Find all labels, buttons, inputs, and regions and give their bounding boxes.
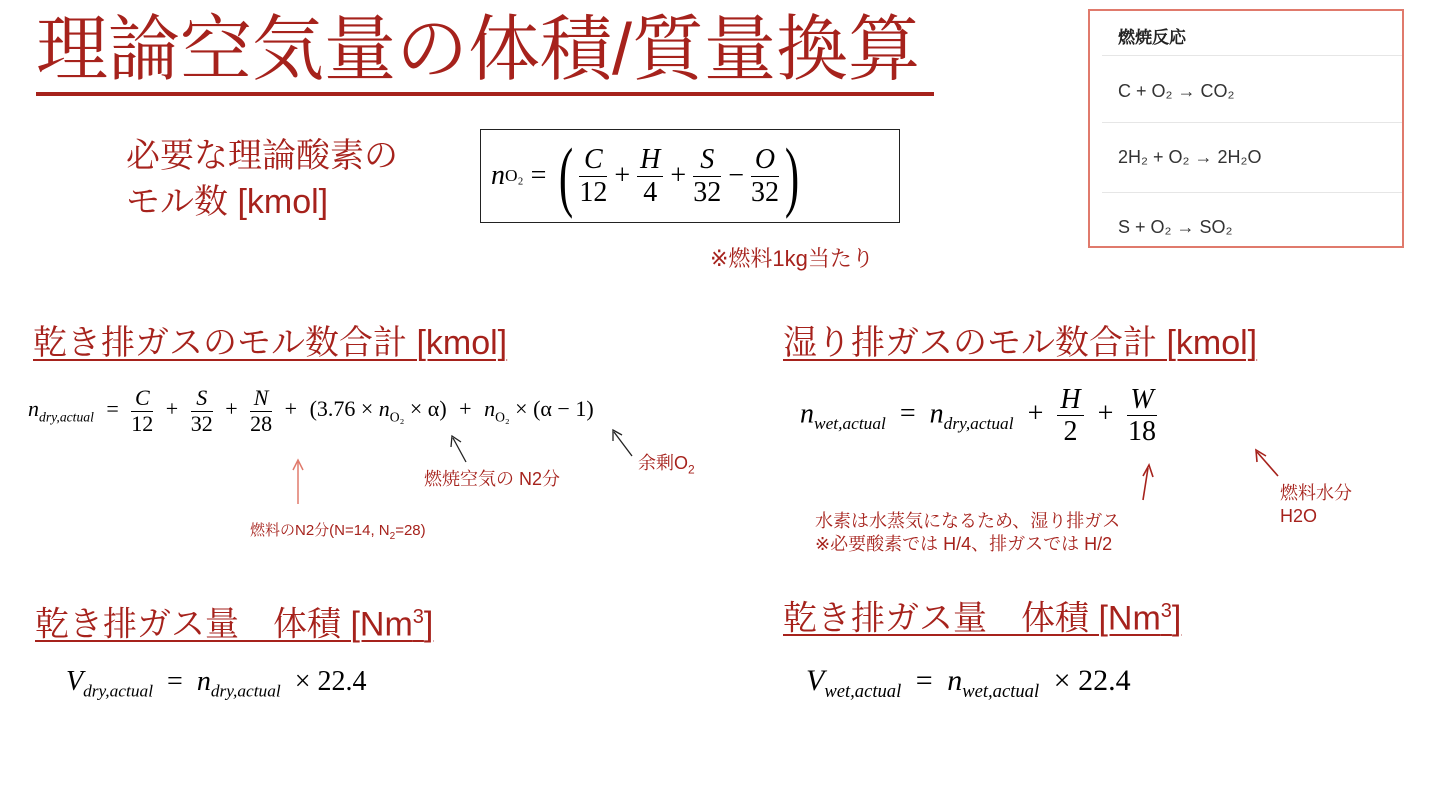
water-annotation: 燃料水分 H2O	[1280, 483, 1352, 527]
fraction-s: $\frac{S}{32}$	[693, 144, 722, 208]
formula-lhs-sub: O₂	[505, 166, 524, 185]
air-n2-term: $(3.76 \times n_{O_2} \times \alpha)$	[309, 396, 447, 425]
left-paren: (	[559, 132, 574, 219]
reaction-carbon: C + O₂ → CO₂	[1118, 81, 1235, 101]
plus-sign: +	[614, 160, 631, 191]
dry-gas-moles-formula: $n_{dry,actual}$ = $\frac{C}{12}$ + $\frac{S}{32}$ + $\frac{N}{28}$ + $(3.76 \times n_{O_2} \times \alpha) + n_{O_2} \times (\alpha - 1)$	[28, 385, 594, 436]
fraction-w: $\frac{W}{18}$	[1128, 384, 1157, 448]
wet-gas-moles-heading: 湿り排ガスのモル数合計 [kmol]	[783, 324, 1258, 362]
dry-gas-volume-formula: $V_{dry,actual} = n_{dry,actual} \times 22.4$	[66, 666, 367, 701]
reaction-sulfur: S + O₂ → SO₂	[1118, 217, 1233, 237]
formula-lhs-var: n	[491, 160, 505, 191]
dry-gas-volume-heading: 乾き排ガス量 体積 [Nm$^3$]	[35, 605, 434, 644]
dry-gas-moles-heading: 乾き排ガスのモル数合計 [kmol]	[33, 324, 508, 362]
excess-o2-arrow	[614, 432, 632, 456]
fuel-n2-annotation: 燃料のN2分(N=14, $N_2=28$)	[250, 522, 426, 542]
fraction-c: $\frac{C}{12}$	[131, 385, 154, 436]
wet-gas-volume-formula: $V_{wet,actual} = n_{wet,actual} \times 22.4$	[806, 664, 1131, 702]
excess-o2-annotation: 余剰$O_2$	[638, 453, 695, 477]
fraction-h: $\frac{H}{4}$	[637, 144, 663, 208]
fraction-s: $\frac{S}{32}$	[190, 385, 213, 436]
wet-gas-volume-heading: 乾き排ガス量 体積 [Nm$^3$]	[783, 599, 1182, 638]
fraction-c: $\frac{C}{12}$	[579, 144, 608, 208]
wet-gas-moles-formula: $n_{wet,actual} = n_{dry,actual}$ + $\frac{H}{2}$ + $\frac{W}{18}$	[800, 384, 1157, 448]
reaction-panel-header: 燃焼反応	[1118, 28, 1186, 47]
minus-sign: −	[728, 160, 744, 191]
water-arrow	[1257, 452, 1278, 476]
reaction-hydrogen: 2H₂ + O₂ → 2H₂O	[1118, 147, 1262, 167]
fraction-n: $\frac{N}{28}$	[250, 385, 273, 436]
right-paren: )	[784, 132, 800, 219]
required-oxygen-label-line1: 必要な理論酸素の	[126, 137, 398, 175]
required-oxygen-label-line2: モル数 [kmol]	[126, 182, 329, 221]
equals-sign: =	[530, 160, 547, 191]
fraction-o: $\frac{O}{32}$	[751, 144, 779, 208]
hydrogen-annotation: 水素は水蒸気になるため、湿り排ガス ※必要酸素では H/4、排ガスでは H/2	[815, 511, 1121, 555]
plus-sign: +	[670, 160, 687, 191]
air-n2-annotation: 燃焼空気の N2分	[424, 469, 561, 489]
page-title: 理論空気量の体積/質量換算	[36, 10, 921, 90]
per-kg-note: ※燃料1kg当たり	[710, 246, 874, 271]
fraction-h: $\frac{H}{2}$	[1057, 384, 1083, 448]
excess-o2-term: $n_{O_2} \times (\alpha - 1)$	[484, 396, 594, 425]
